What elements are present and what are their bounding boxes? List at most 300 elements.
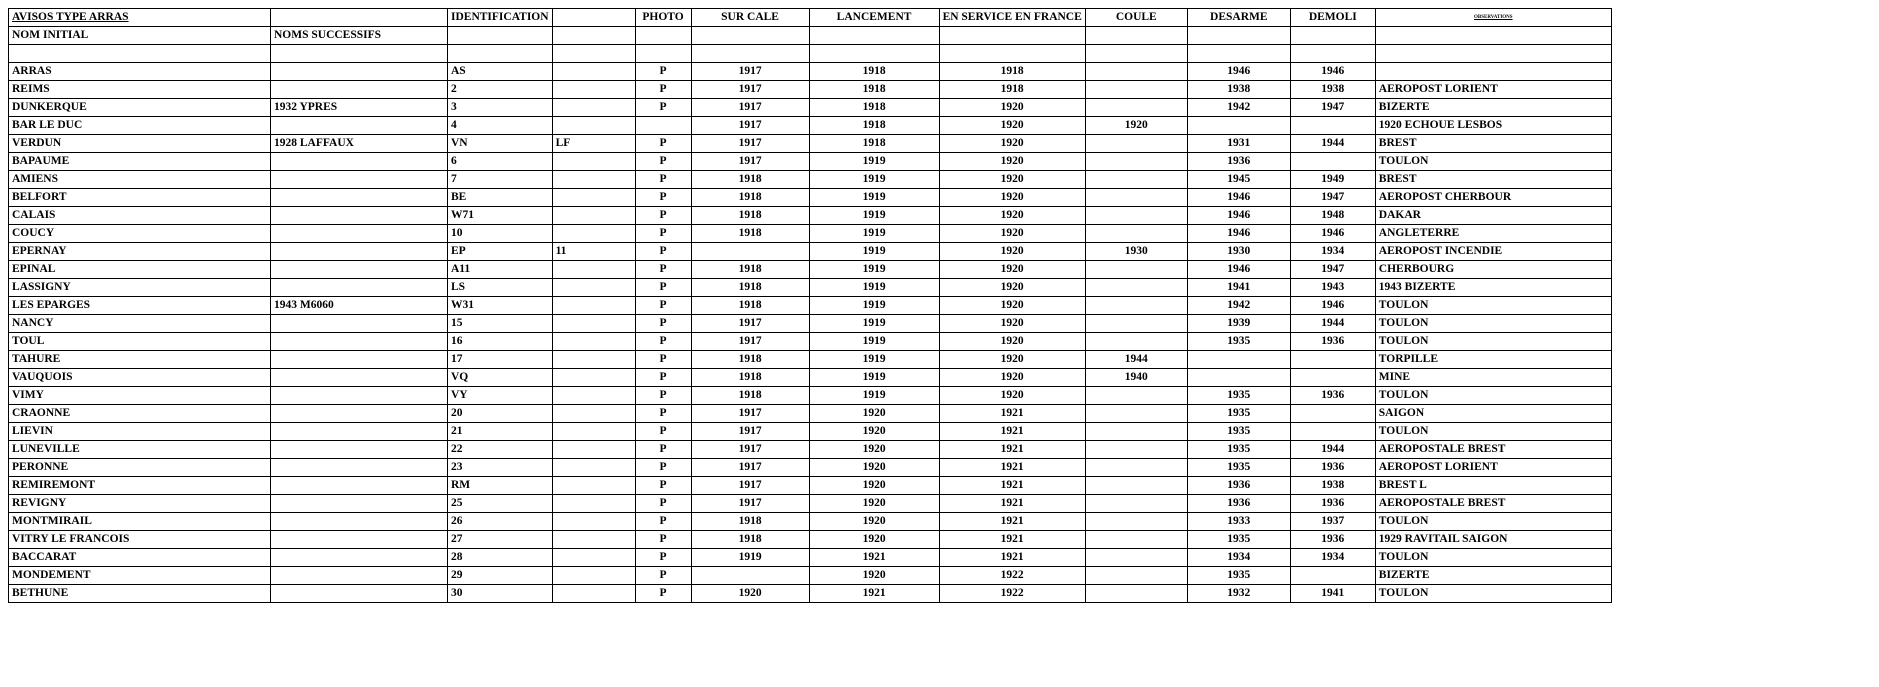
cell-demoli: 1944 [1290, 315, 1375, 333]
cell-nom-initial: BAPAUME [9, 153, 271, 171]
table-row [9, 63, 1612, 81]
cell-lancement: 1920 [809, 477, 939, 495]
cell-en-service: 1921 [939, 513, 1085, 531]
cell-identification: 2 [448, 81, 553, 99]
cell-observations: CHERBOURG [1375, 261, 1611, 279]
cell-lancement: 1919 [809, 207, 939, 225]
cell-coule [1085, 99, 1187, 117]
cell-sur-cale: 1917 [691, 153, 809, 171]
table-row [9, 549, 1612, 567]
cell-en-service: 1921 [939, 441, 1085, 459]
cell-identification-2 [552, 585, 635, 603]
cell-sur-cale: 1917 [691, 99, 809, 117]
cell-identification: 3 [448, 99, 553, 117]
cell-noms-successifs [271, 549, 448, 567]
cell-noms-successifs [271, 243, 448, 261]
cell-desarme: 1931 [1187, 135, 1290, 153]
cell-coule [1085, 225, 1187, 243]
cell-identification: BE [448, 189, 553, 207]
cell-photo: P [635, 513, 691, 531]
table-row [9, 495, 1612, 513]
cell-lancement: 1919 [809, 189, 939, 207]
cell-identification: AS [448, 63, 553, 81]
cell-photo: P [635, 189, 691, 207]
cell-nom-initial: DUNKERQUE [9, 99, 271, 117]
cell-identification-2 [552, 81, 635, 99]
cell-sur-cale: 1918 [691, 531, 809, 549]
cell-observations: AEROPOST CHERBOUR [1375, 189, 1611, 207]
cell-nom-initial: VAUQUOIS [9, 369, 271, 387]
cell-coule [1085, 405, 1187, 423]
table-row [9, 369, 1612, 387]
cell-sur-cale: 1918 [691, 261, 809, 279]
cell-en-service: 1921 [939, 531, 1085, 549]
cell-noms-successifs [271, 477, 448, 495]
cell-demoli [1290, 405, 1375, 423]
cell-demoli: 1944 [1290, 441, 1375, 459]
cell-photo: P [635, 423, 691, 441]
cell-identification-2 [552, 567, 635, 585]
cell-nom-initial: CALAIS [9, 207, 271, 225]
cell-noms-successifs: 1928 LAFFAUX [271, 135, 448, 153]
cell-identification-2 [552, 279, 635, 297]
cell-desarme [1187, 117, 1290, 135]
cell-observations: TOULON [1375, 549, 1611, 567]
table-title: AVISOS TYPE ARRAS [9, 9, 271, 27]
cell-observations: TOULON [1375, 333, 1611, 351]
cell-identification-2 [552, 495, 635, 513]
table-row [9, 315, 1612, 333]
cell-nom-initial: TAHURE [9, 351, 271, 369]
cell-identification: 20 [448, 405, 553, 423]
blank-row [9, 45, 1612, 63]
cell-observations: DAKAR [1375, 207, 1611, 225]
cell-identification: A11 [448, 261, 553, 279]
cell-nom-initial: REIMS [9, 81, 271, 99]
cell-identification-2 [552, 297, 635, 315]
col-header-coule: COULE [1085, 9, 1187, 27]
cell-sur-cale: 1917 [691, 315, 809, 333]
cell-sur-cale: 1920 [691, 585, 809, 603]
cell-demoli: 1936 [1290, 531, 1375, 549]
cell-observations: ANGLETERRE [1375, 225, 1611, 243]
table-row [9, 207, 1612, 225]
cell-demoli: 1938 [1290, 477, 1375, 495]
cell-demoli [1290, 423, 1375, 441]
cell-observations: AEROPOST INCENDIE [1375, 243, 1611, 261]
cell-desarme: 1942 [1187, 99, 1290, 117]
cell-en-service: 1920 [939, 207, 1085, 225]
cell-en-service: 1921 [939, 405, 1085, 423]
table-row [9, 531, 1612, 549]
cell-identification: W71 [448, 207, 553, 225]
cell-lancement: 1920 [809, 531, 939, 549]
cell-sur-cale: 1918 [691, 387, 809, 405]
cell-identification: LS [448, 279, 553, 297]
cell-sur-cale: 1917 [691, 423, 809, 441]
cell-lancement: 1919 [809, 315, 939, 333]
cell-photo: P [635, 459, 691, 477]
cell-sur-cale: 1917 [691, 459, 809, 477]
cell-observations: BIZERTE [1375, 567, 1611, 585]
cell-demoli: 1946 [1290, 297, 1375, 315]
cell-sur-cale: 1918 [691, 189, 809, 207]
cell-en-service: 1921 [939, 495, 1085, 513]
cell-lancement: 1920 [809, 567, 939, 585]
cell-observations: TOULON [1375, 297, 1611, 315]
cell-sur-cale: 1918 [691, 513, 809, 531]
cell-desarme: 1946 [1187, 189, 1290, 207]
cell-noms-successifs [271, 153, 448, 171]
cell-photo: P [635, 225, 691, 243]
cell-desarme: 1933 [1187, 513, 1290, 531]
cell-identification: 29 [448, 567, 553, 585]
cell-observations: SAIGON [1375, 405, 1611, 423]
cell-photo: P [635, 567, 691, 585]
cell-identification: 7 [448, 171, 553, 189]
cell-en-service: 1920 [939, 171, 1085, 189]
cell-noms-successifs [271, 495, 448, 513]
cell-nom-initial: COUCY [9, 225, 271, 243]
cell-en-service: 1920 [939, 351, 1085, 369]
col-header-desarme: DESARME [1187, 9, 1290, 27]
cell-photo: P [635, 135, 691, 153]
cell-photo: P [635, 585, 691, 603]
cell-desarme: 1935 [1187, 423, 1290, 441]
cell-photo [635, 117, 691, 135]
table-row [9, 351, 1612, 369]
table-row [9, 585, 1612, 603]
cell-lancement: 1919 [809, 297, 939, 315]
cell-noms-successifs [271, 567, 448, 585]
col-header-photo: PHOTO [635, 9, 691, 27]
cell-demoli: 1937 [1290, 513, 1375, 531]
cell-sur-cale: 1917 [691, 477, 809, 495]
cell-photo: P [635, 531, 691, 549]
cell-noms-successifs [271, 369, 448, 387]
cell-identification: VN [448, 135, 553, 153]
cell-photo: P [635, 369, 691, 387]
cell-identification-2 [552, 261, 635, 279]
cell-nom-initial: VITRY LE FRANCOIS [9, 531, 271, 549]
cell-identification-2 [552, 459, 635, 477]
cell-lancement: 1919 [809, 387, 939, 405]
cell-photo: P [635, 495, 691, 513]
cell-desarme: 1936 [1187, 477, 1290, 495]
cell-observations: TORPILLE [1375, 351, 1611, 369]
cell-desarme: 1935 [1187, 459, 1290, 477]
cell-nom-initial: LASSIGNY [9, 279, 271, 297]
cell-desarme: 1946 [1187, 261, 1290, 279]
cell-identification-2 [552, 63, 635, 81]
cell-nom-initial: MONDEMENT [9, 567, 271, 585]
cell-coule: 1920 [1085, 117, 1187, 135]
table-row [9, 261, 1612, 279]
cell-observations [1375, 63, 1611, 81]
cell-sur-cale: 1917 [691, 117, 809, 135]
cell-desarme: 1930 [1187, 243, 1290, 261]
cell-sur-cale: 1918 [691, 171, 809, 189]
cell-en-service: 1922 [939, 567, 1085, 585]
cell-desarme: 1939 [1187, 315, 1290, 333]
cell-sur-cale: 1917 [691, 441, 809, 459]
cell-desarme: 1935 [1187, 333, 1290, 351]
cell-identification-2 [552, 207, 635, 225]
cell-en-service: 1921 [939, 549, 1085, 567]
cell-lancement: 1921 [809, 549, 939, 567]
table-row [9, 567, 1612, 585]
cell-en-service: 1921 [939, 423, 1085, 441]
cell-observations: AEROPOSTALE BREST [1375, 441, 1611, 459]
cell-demoli: 1943 [1290, 279, 1375, 297]
table-row [9, 135, 1612, 153]
cell-lancement: 1921 [809, 585, 939, 603]
cell-demoli [1290, 369, 1375, 387]
cell-identification: 25 [448, 495, 553, 513]
cell-demoli: 1946 [1290, 63, 1375, 81]
table-row [9, 405, 1612, 423]
cell-coule [1085, 513, 1187, 531]
cell-nom-initial: VIMY [9, 387, 271, 405]
cell-demoli [1290, 567, 1375, 585]
cell-observations: TOULON [1375, 153, 1611, 171]
cell-en-service: 1920 [939, 297, 1085, 315]
cell-desarme: 1935 [1187, 567, 1290, 585]
cell-desarme: 1935 [1187, 531, 1290, 549]
cell-photo: P [635, 441, 691, 459]
table-row [9, 441, 1612, 459]
cell-photo: P [635, 477, 691, 495]
cell-lancement: 1919 [809, 369, 939, 387]
cell-noms-successifs [271, 531, 448, 549]
cell-en-service: 1922 [939, 585, 1085, 603]
cell-en-service: 1920 [939, 315, 1085, 333]
cell-coule [1085, 297, 1187, 315]
cell-coule [1085, 135, 1187, 153]
cell-demoli: 1936 [1290, 333, 1375, 351]
cell-nom-initial: TOUL [9, 333, 271, 351]
cell-desarme: 1935 [1187, 441, 1290, 459]
cell-nom-initial: REMIREMONT [9, 477, 271, 495]
cell-sur-cale: 1918 [691, 351, 809, 369]
cell-en-service: 1921 [939, 477, 1085, 495]
cell-desarme [1187, 351, 1290, 369]
table-row [9, 513, 1612, 531]
cell-sur-cale: 1917 [691, 333, 809, 351]
cell-identification-2 [552, 351, 635, 369]
col-header-demoli: DEMOLI [1290, 9, 1375, 27]
cell-en-service: 1920 [939, 189, 1085, 207]
cell-demoli: 1947 [1290, 189, 1375, 207]
cell-desarme: 1946 [1187, 207, 1290, 225]
cell-noms-successifs [271, 189, 448, 207]
cell-identification: 4 [448, 117, 553, 135]
cell-photo: P [635, 405, 691, 423]
cell-lancement: 1918 [809, 63, 939, 81]
cell-identification-2 [552, 333, 635, 351]
cell-identification-2 [552, 315, 635, 333]
cell-coule [1085, 423, 1187, 441]
table-row [9, 387, 1612, 405]
empty-cell [271, 9, 448, 27]
cell-photo: P [635, 279, 691, 297]
cell-observations: TOULON [1375, 423, 1611, 441]
cell-noms-successifs [271, 315, 448, 333]
cell-coule [1085, 567, 1187, 585]
cell-nom-initial: PERONNE [9, 459, 271, 477]
cell-lancement: 1918 [809, 81, 939, 99]
cell-identification: 27 [448, 531, 553, 549]
cell-identification-2 [552, 531, 635, 549]
cell-en-service: 1920 [939, 333, 1085, 351]
cell-identification: 23 [448, 459, 553, 477]
cell-en-service: 1920 [939, 261, 1085, 279]
cell-noms-successifs [271, 513, 448, 531]
cell-noms-successifs [271, 225, 448, 243]
cell-photo: P [635, 207, 691, 225]
cell-coule [1085, 459, 1187, 477]
cell-lancement: 1919 [809, 243, 939, 261]
cell-nom-initial: LUNEVILLE [9, 441, 271, 459]
cell-desarme: 1946 [1187, 63, 1290, 81]
cell-coule [1085, 333, 1187, 351]
cell-demoli: 1936 [1290, 459, 1375, 477]
cell-noms-successifs [271, 387, 448, 405]
cell-identification: EP [448, 243, 553, 261]
cell-demoli [1290, 351, 1375, 369]
cell-nom-initial: CRAONNE [9, 405, 271, 423]
cell-coule: 1930 [1085, 243, 1187, 261]
cell-demoli: 1947 [1290, 99, 1375, 117]
cell-lancement: 1920 [809, 513, 939, 531]
cell-identification-2 [552, 405, 635, 423]
cell-demoli [1290, 117, 1375, 135]
cell-coule [1085, 207, 1187, 225]
cell-demoli: 1946 [1290, 225, 1375, 243]
table-row [9, 225, 1612, 243]
cell-sur-cale [691, 243, 809, 261]
cell-en-service: 1920 [939, 369, 1085, 387]
cell-lancement: 1919 [809, 351, 939, 369]
cell-observations: 1920 ECHOUE LESBOS [1375, 117, 1611, 135]
cell-sur-cale: 1918 [691, 225, 809, 243]
cell-coule [1085, 531, 1187, 549]
cell-sur-cale: 1918 [691, 207, 809, 225]
cell-en-service: 1920 [939, 99, 1085, 117]
cell-coule [1085, 279, 1187, 297]
cell-lancement: 1920 [809, 441, 939, 459]
cell-lancement: 1919 [809, 171, 939, 189]
col-header-noms-successifs: NOMS SUCCESSIFS [271, 27, 448, 45]
cell-sur-cale: 1918 [691, 279, 809, 297]
cell-noms-successifs [271, 423, 448, 441]
cell-identification: 22 [448, 441, 553, 459]
cell-observations: 1929 RAVITAIL SAIGON [1375, 531, 1611, 549]
col-header-lancement: LANCEMENT [809, 9, 939, 27]
cell-identification: VQ [448, 369, 553, 387]
cell-nom-initial: MONTMIRAIL [9, 513, 271, 531]
cell-identification: 10 [448, 225, 553, 243]
cell-lancement: 1918 [809, 117, 939, 135]
cell-desarme: 1935 [1187, 387, 1290, 405]
cell-coule [1085, 189, 1187, 207]
cell-coule [1085, 153, 1187, 171]
cell-identification-2 [552, 153, 635, 171]
cell-sur-cale: 1919 [691, 549, 809, 567]
cell-noms-successifs: 1943 M6060 [271, 297, 448, 315]
cell-identification: 6 [448, 153, 553, 171]
cell-coule [1085, 585, 1187, 603]
cell-observations: TOULON [1375, 315, 1611, 333]
cell-identification: 15 [448, 315, 553, 333]
cell-nom-initial: NANCY [9, 315, 271, 333]
cell-observations: AEROPOST LORIENT [1375, 81, 1611, 99]
table-row [9, 243, 1612, 261]
table-row [9, 171, 1612, 189]
cell-en-service: 1920 [939, 225, 1085, 243]
cell-noms-successifs [271, 351, 448, 369]
cell-en-service: 1920 [939, 243, 1085, 261]
cell-desarme [1187, 369, 1290, 387]
table-row [9, 423, 1612, 441]
cell-identification-2 [552, 423, 635, 441]
col-header-nom-initial: NOM INITIAL [9, 27, 271, 45]
cell-en-service: 1921 [939, 459, 1085, 477]
cell-desarme: 1938 [1187, 81, 1290, 99]
cell-noms-successifs [271, 117, 448, 135]
cell-observations: BREST L [1375, 477, 1611, 495]
cell-demoli: 1936 [1290, 495, 1375, 513]
cell-en-service: 1918 [939, 81, 1085, 99]
cell-coule [1085, 495, 1187, 513]
cell-desarme: 1936 [1187, 495, 1290, 513]
cell-identification: 30 [448, 585, 553, 603]
cell-coule [1085, 171, 1187, 189]
empty-cell [552, 9, 635, 27]
cell-photo: P [635, 315, 691, 333]
cell-nom-initial: REVIGNY [9, 495, 271, 513]
col-header-en-service: EN SERVICE EN FRANCE [939, 9, 1085, 27]
col-header-observations: OBSERVATIONS [1375, 9, 1611, 27]
cell-lancement: 1918 [809, 135, 939, 153]
table-row [9, 117, 1612, 135]
cell-lancement: 1920 [809, 495, 939, 513]
cell-desarme: 1941 [1187, 279, 1290, 297]
cell-coule [1085, 81, 1187, 99]
cell-nom-initial: EPERNAY [9, 243, 271, 261]
cell-nom-initial: LIEVIN [9, 423, 271, 441]
cell-nom-initial: EPINAL [9, 261, 271, 279]
cell-observations: 1943 BIZERTE [1375, 279, 1611, 297]
cell-coule [1085, 477, 1187, 495]
col-header-sur-cale: SUR CALE [691, 9, 809, 27]
cell-desarme: 1946 [1187, 225, 1290, 243]
table-row [9, 153, 1612, 171]
cell-en-service: 1920 [939, 279, 1085, 297]
cell-coule [1085, 261, 1187, 279]
cell-coule: 1940 [1085, 369, 1187, 387]
cell-noms-successifs [271, 207, 448, 225]
cell-identification: 26 [448, 513, 553, 531]
cell-noms-successifs [271, 63, 448, 81]
cell-identification-2 [552, 369, 635, 387]
header-row-2 [9, 27, 1612, 45]
cell-demoli: 1936 [1290, 387, 1375, 405]
cell-demoli: 1934 [1290, 243, 1375, 261]
table-row [9, 297, 1612, 315]
cell-identification-2 [552, 99, 635, 117]
table-row [9, 189, 1612, 207]
